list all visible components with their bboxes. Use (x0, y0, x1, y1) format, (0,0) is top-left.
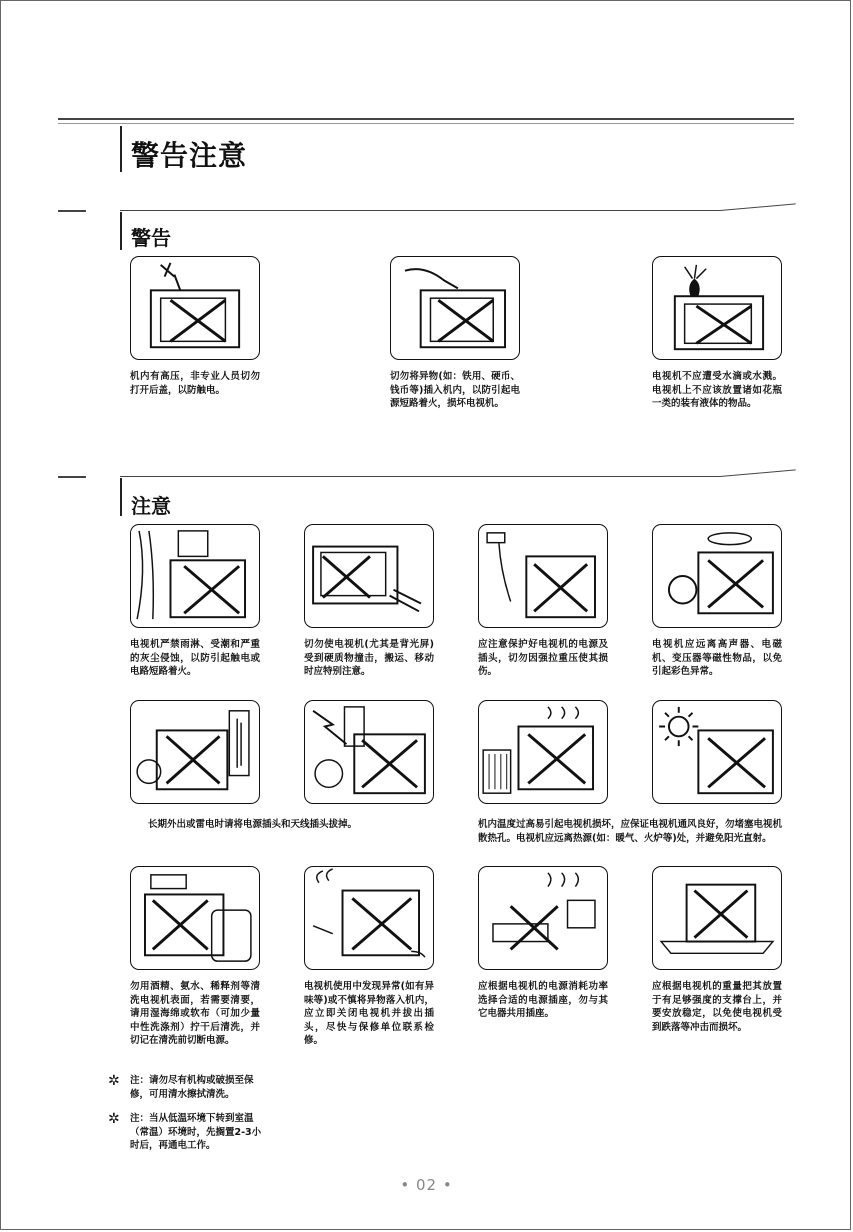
caution-card-12 (652, 866, 782, 970)
caution-card-4 (652, 524, 782, 628)
tv-socket-icon (479, 867, 607, 969)
caution-card-10 (304, 866, 434, 970)
caution-card-9 (130, 866, 260, 970)
caution-caption-5: 长期外出或雷电时请将电源插头和天线插头拔掉。 (148, 819, 358, 830)
sun-star-icon: ✲ (108, 1111, 120, 1127)
caution-caption-1: 电视机严禁雨淋、受潮和严重的灰尘侵蚀，以防引起触电或电路短路着火。 (130, 639, 260, 677)
caution-card-2 (304, 524, 434, 628)
tv-heater-icon (479, 701, 607, 803)
note-1: 注：请勿尽有机构或破损至保修，可用清水擦拭清洗。 (130, 1075, 254, 1100)
top-rule-thin (58, 123, 794, 124)
caution-card-6 (304, 700, 434, 804)
tv-smoke-icon (305, 867, 433, 969)
page-title: 警告注意 (131, 139, 248, 172)
tv-sun-icon (653, 701, 781, 803)
tv-cord-icon (479, 525, 607, 627)
caution-caption-9: 应根据电视机的电源消耗功率选择合适的电源插座，勿与其它电器共用插座。 (478, 981, 608, 1019)
caution-card-7 (478, 700, 608, 804)
caution-card-8 (652, 700, 782, 804)
warning-caption-2: 切勿将异物(如：铁用、硬币、钱币等)插入机内，以防引起电源短路着火，损坏电视机。 (390, 371, 520, 409)
tv-vase-icon (653, 257, 781, 359)
caution-bar (120, 478, 122, 516)
title-bar (120, 126, 122, 172)
top-rule (58, 118, 794, 120)
warning-bar (120, 212, 122, 250)
caution-caption-10: 应根据电视机的重量把其放置于有足够强度的支撑台上，并要安放稳定，以免使电视机受到跌落等冲击而损坏。 (652, 981, 782, 1033)
section-dash (58, 476, 86, 478)
section-rule (120, 210, 720, 211)
warning-card-3 (652, 256, 782, 360)
warning-heading: 警告 (131, 226, 171, 250)
tv-curtain-icon (131, 525, 259, 627)
sun-star-icon: ✲ (108, 1073, 120, 1089)
caution-heading: 注意 (131, 494, 171, 518)
page-number: • 02 • (400, 1176, 453, 1194)
tv-antenna-icon (131, 701, 259, 803)
section-rule (120, 476, 720, 477)
caution-caption-7: 勿用酒精、氨水、稀释剂等清洗电视机表面，若需要清要，请用湿海绵或软布（可加少量中性洗涤剂）拧干后清洗，并切记在清洗前切断电源。 (130, 981, 260, 1046)
caution-caption-8: 电视机使用中发现异常(如有异味等)或不慎将异物落入机内，应立即关闭电视机并拔出插头，尽快与保修单位联系检修。 (304, 981, 434, 1046)
note-2: 注：当从低温环境下转到室温（常温）环境时，先搁置2-3小时后，再通电工作。 (130, 1113, 262, 1151)
page-number-value: 02 (415, 1176, 438, 1194)
warning-caption-1: 机内有高压，非专业人员切勿打开后盖，以防触电。 (130, 371, 260, 396)
caution-card-11 (478, 866, 608, 970)
caution-caption-2: 切勿使电视机(尤其是背光屏)受到硬质物撞击，搬运、移动时应特别注意。 (304, 639, 434, 677)
section-dash (58, 210, 86, 212)
tv-stand-icon (653, 867, 781, 969)
tv-insert-icon (391, 257, 519, 359)
caution-card-5 (130, 700, 260, 804)
caution-caption-6: 机内温度过高易引起电视机损坏，应保证电视机通风良好，勿堵塞电视机散热孔。电视机应远离热源(如：暖气、火炉等)处，并避免阳光直射。 (478, 819, 783, 844)
caution-card-3 (478, 524, 608, 628)
caution-caption-4: 电视机应远离高声器、电磁机、变压器等磁性物品，以免引起彩色异常。 (652, 639, 782, 677)
tv-clean-icon (131, 867, 259, 969)
caution-card-1 (130, 524, 260, 628)
warning-card-1 (130, 256, 260, 360)
tv-tool-icon (131, 257, 259, 359)
warning-card-2 (390, 256, 520, 360)
tv-lightning-icon (305, 701, 433, 803)
tv-speaker-icon (653, 525, 781, 627)
caution-caption-3: 应注意保护好电视机的电源及插头，切勿因强拉重压使其损伤。 (478, 639, 608, 677)
tv-vent-icon (305, 525, 433, 627)
warning-caption-3: 电视机不应遭受水滴或水溅。电视机上不应该放置诸如花瓶一类的装有液体的物品。 (652, 371, 782, 409)
